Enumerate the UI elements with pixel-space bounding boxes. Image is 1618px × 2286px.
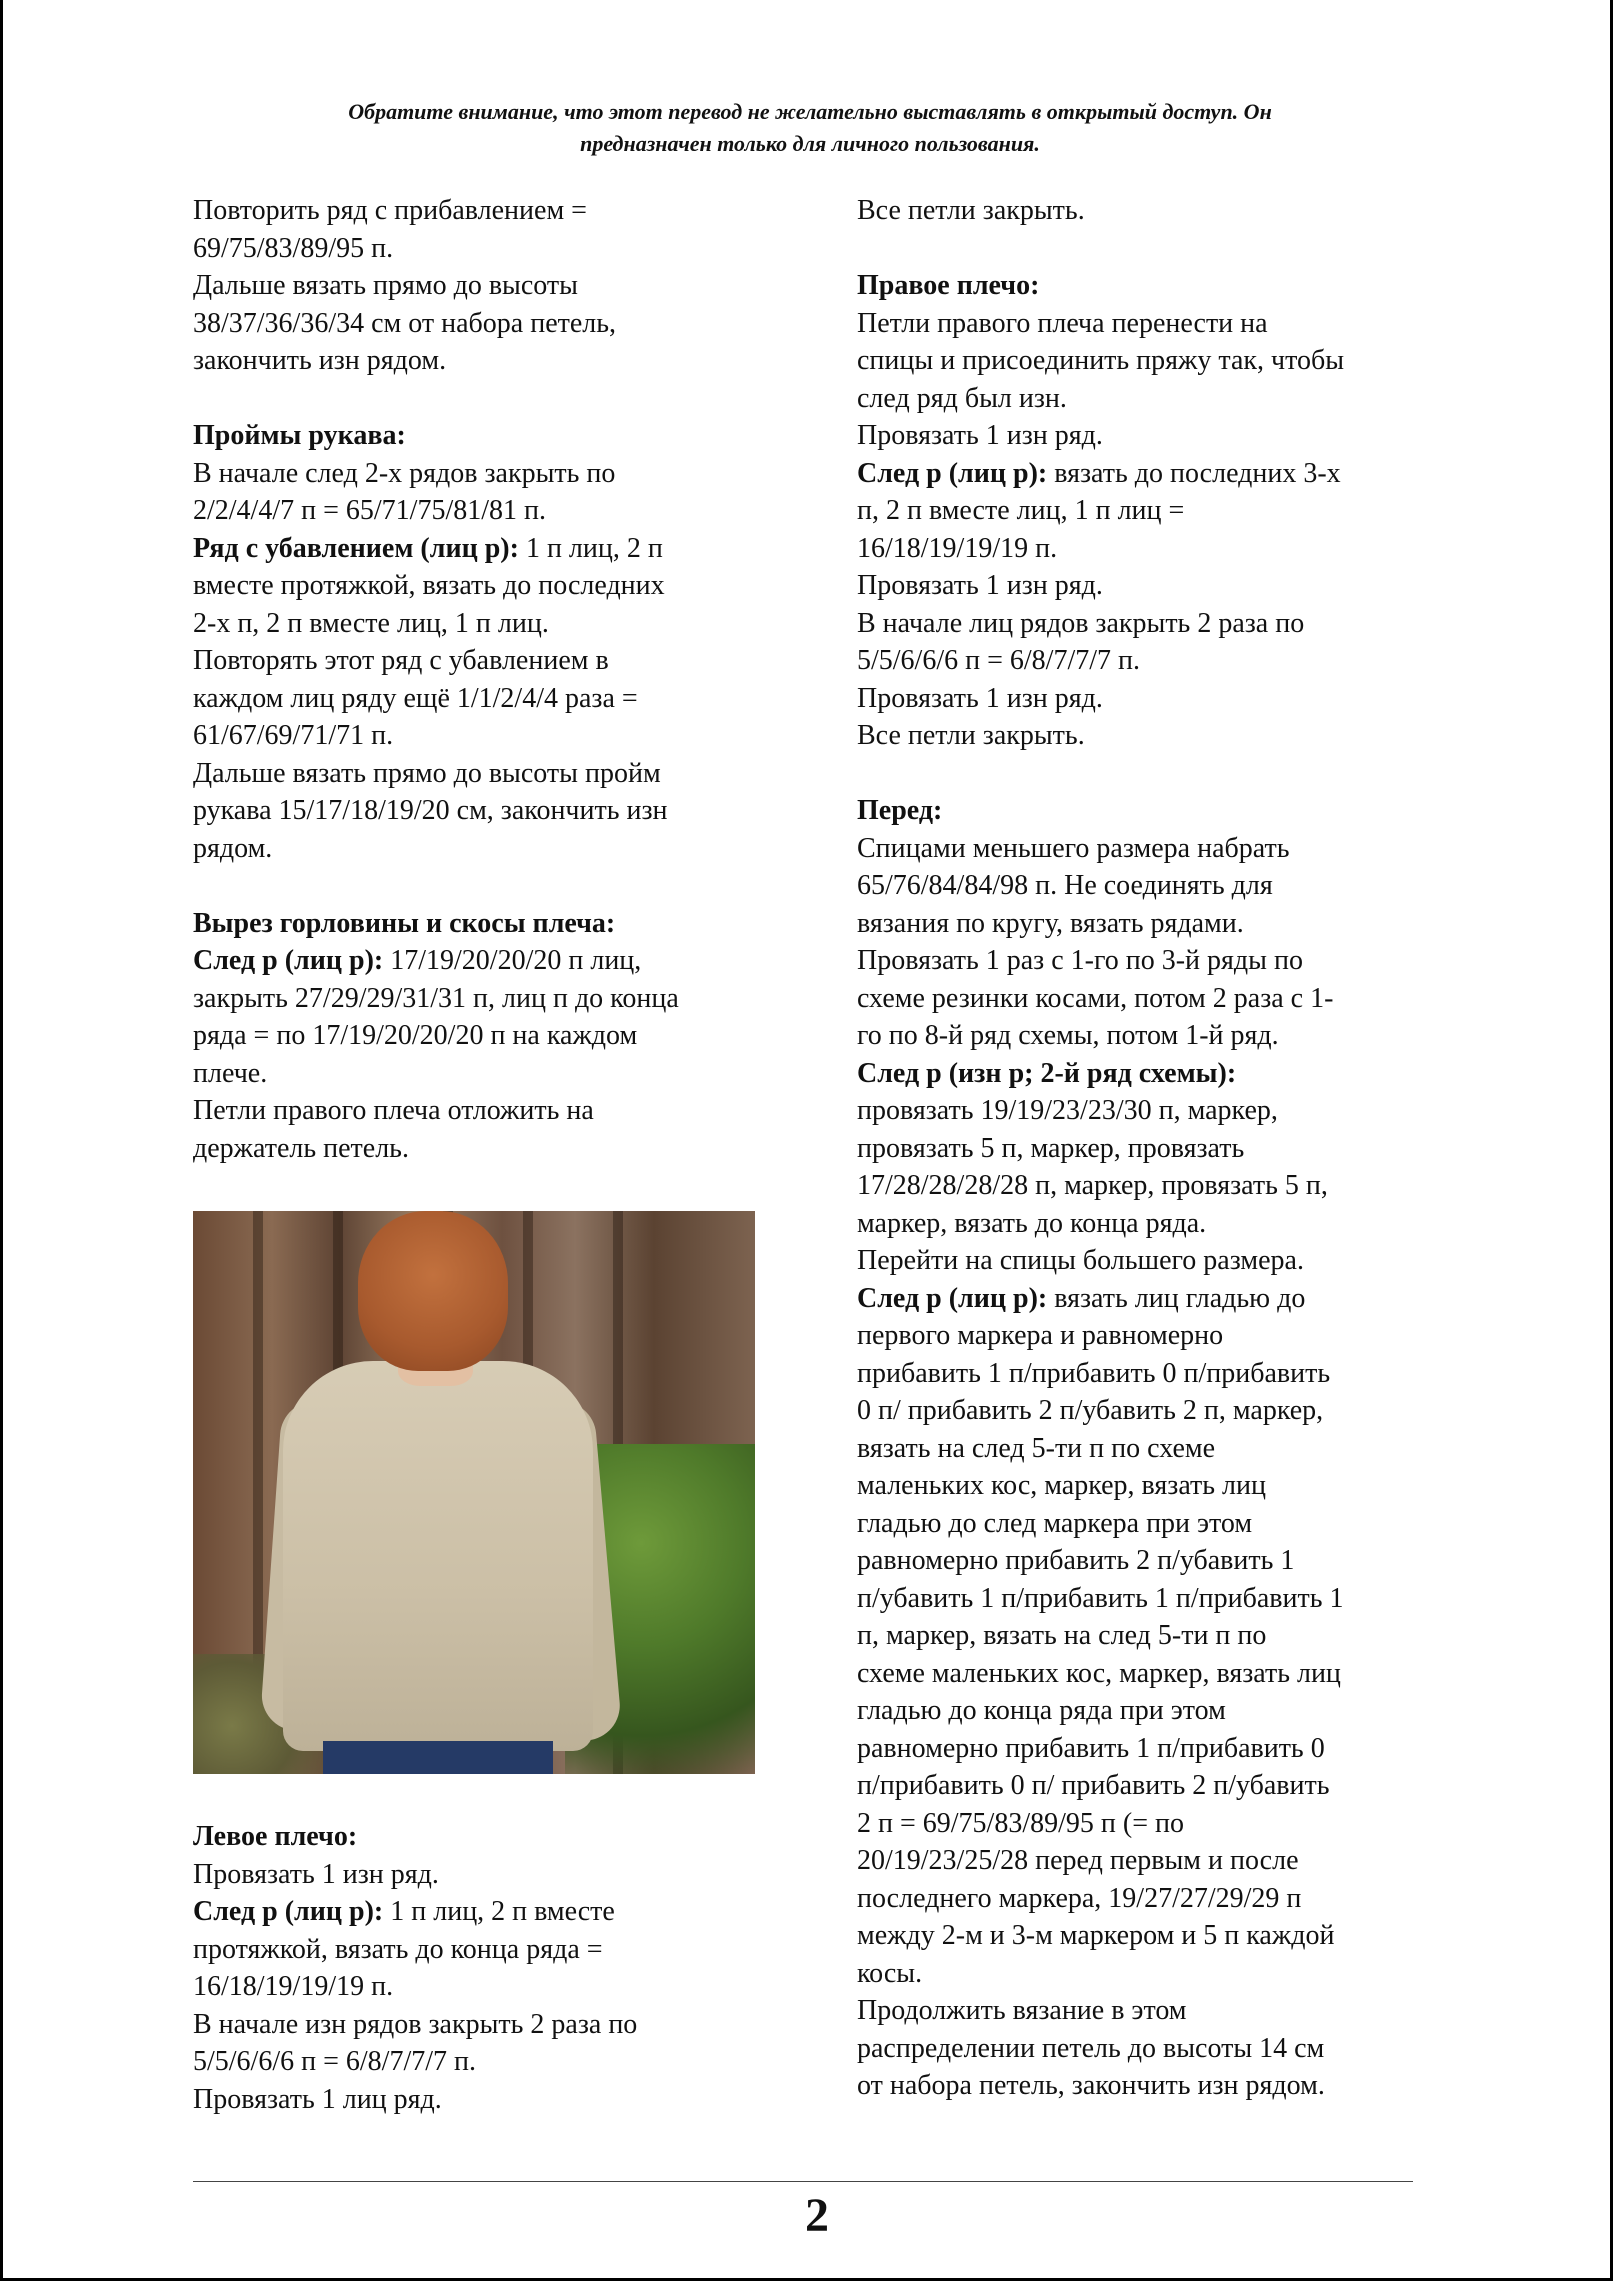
text-line: п/убавить 1 п/прибавить 1 п/прибавить 1 [857, 1582, 1344, 1614]
text-line: Перейти на спицы большего размера. [857, 1245, 1304, 1276]
text-line: п, маркер, вязать на след 5-ти п по [857, 1620, 1267, 1651]
text-line: 17/28/28/28/28 п, маркер, провязать 5 п, [857, 1170, 1328, 1201]
text-line: 65/76/84/84/98 п. Не соединять для [857, 870, 1273, 901]
text-line: схеме маленьких кос, маркер, вязать лиц [857, 1657, 1341, 1689]
text-line: от набора петель, закончить изн рядом. [857, 2070, 1325, 2101]
text-line: Провязать 1 изн ряд. [193, 1858, 439, 1890]
text-line: Все петли закрыть. [857, 195, 1085, 226]
text-line: схеме резинки косами, потом 2 раза с 1- [857, 982, 1334, 1014]
page-number: 2 [805, 2189, 829, 2242]
intro-block [193, 192, 783, 380]
text-line: вместе протяжкой, вязать до последних [193, 570, 665, 601]
text-line: провязать 5 п, маркер, провязать [857, 1132, 1245, 1164]
text-line: ряда = по 17/19/20/20/20 п на каждом [193, 1020, 638, 1051]
section-heading: Вырез горловины и скосы плеча: [193, 907, 616, 939]
text-line [193, 1893, 783, 1931]
row-label: След р (лиц р): [857, 457, 1048, 489]
text-span: 17/19/20/20/20 п лиц, [383, 945, 642, 976]
text-line: каждом лиц ряду ещё 1/1/2/4/4 раза = [193, 682, 638, 714]
neckline-section [193, 905, 783, 1168]
text-line: гладью до конца ряда при этом [857, 1695, 1226, 1726]
text-line: Спицами меньшего размера набрать [857, 832, 1290, 864]
text-line: первого маркера и равномерно [857, 1320, 1224, 1351]
text-line: распределении петель до высоты 14 см [857, 2032, 1325, 2064]
left-shoulder-section [193, 1818, 783, 2118]
text-line [857, 1280, 1437, 1318]
text-line: вязать на след 5-ти п по схеме [857, 1432, 1216, 1464]
text-span: 1 п лиц, 2 п [518, 532, 663, 564]
text-line: В начале след 2-х рядов закрыть по [193, 457, 616, 489]
text-line: В начале лиц рядов закрыть 2 раза по [857, 607, 1305, 639]
text-line: равномерно прибавить 1 п/прибавить 0 [857, 1732, 1325, 1764]
row-label: След р (лиц р): [193, 945, 384, 976]
text-line: рядом. [193, 832, 273, 864]
text-span: вязать до последних 3-х [1047, 457, 1341, 489]
text-line: между 2-м и 3-м маркером и 5 п каждой [857, 1920, 1335, 1951]
right-shoulder-section [857, 267, 1437, 755]
text-line: Петли правого плеча отложить на [193, 1095, 594, 1126]
text-line: Все петли закрыть. [857, 720, 1085, 751]
text-line: Провязать 1 лиц ряд. [193, 2083, 442, 2115]
text-line: 2-х п, 2 п вместе лиц, 1 п лиц. [193, 607, 549, 639]
text-line: держатель петель. [193, 1132, 409, 1164]
text-line: Провязать 1 изн ряд. [857, 682, 1103, 714]
row-label: След р (лиц р): [193, 1896, 384, 1927]
text-line: косы. [857, 1957, 923, 1989]
footer-divider [193, 2181, 1413, 2182]
text-line: 16/18/19/19/19 п. [193, 1971, 394, 2002]
text-line: Провязать 1 изн ряд. [857, 420, 1103, 451]
text-line: закончить изн рядом. [193, 345, 447, 376]
text-line: го по 8-й ряд схемы, потом 1-й ряд. [857, 1020, 1279, 1051]
row-label: След р (лиц р): [857, 1282, 1048, 1314]
text-line: п, 2 п вместе лиц, 1 п лиц = [857, 495, 1185, 526]
text-line: последнего маркера, 19/27/27/29/29 п [857, 1882, 1302, 1914]
text-line: 16/18/19/19/19 п. [857, 532, 1058, 564]
text-line: вязания по кругу, вязать рядами. [857, 907, 1244, 939]
text-line: 20/19/23/25/28 перед первым и после [857, 1845, 1299, 1876]
text-line: 5/5/6/6/6 п = 6/8/7/7/7 п. [857, 645, 1140, 676]
text-line: Провязать 1 раз с 1-го по 3-й ряды по [857, 945, 1303, 976]
text-line: закрыть 27/29/29/31/31 п, лиц п до конца [193, 982, 679, 1014]
section-heading: Проймы рукава: [193, 420, 406, 451]
text-line: след ряд был изн. [857, 382, 1067, 414]
armholes-section [193, 417, 783, 867]
text-line: 2 п = 69/75/83/89/95 п (= по [857, 1807, 1184, 1839]
text-line: Повторять этот ряд с убавлением в [193, 645, 609, 676]
text-line: 61/67/69/71/71 п. [193, 720, 394, 751]
text-line: маленьких кос, маркер, вязать лиц [857, 1470, 1266, 1501]
text-line: 5/5/6/6/6 п = 6/8/7/7/7 п. [193, 2046, 476, 2077]
text-line: п/прибавить 0 п/ прибавить 2 п/убавить [857, 1770, 1330, 1801]
text-line: Провязать 1 изн ряд. [857, 570, 1103, 601]
text-line: спицы и присоединить пряжу так, чтобы [857, 345, 1345, 376]
text-line: В начале изн рядов закрыть 2 раза по [193, 2008, 638, 2040]
text-line: маркер, вязать до конца ряда. [857, 1207, 1207, 1239]
text-line: 0 п/ прибавить 2 п/убавить 2 п, маркер, [857, 1395, 1324, 1426]
section-heading: Левое плечо: [193, 1821, 358, 1852]
row-label: Ряд с убавлением (лиц р): [193, 532, 519, 564]
text-line: рукава 15/17/18/19/20 см, закончить изн [193, 795, 668, 826]
section-heading: Правое плечо: [857, 270, 1040, 301]
text-line: 2/2/4/4/7 п = 65/71/75/81/81 п. [193, 495, 546, 526]
text-line: плече. [193, 1057, 268, 1089]
privacy-notice [200, 96, 1420, 160]
text-line: прибавить 1 п/прибавить 0 п/прибавить [857, 1357, 1331, 1389]
text-line: Дальше вязать прямо до высоты пройм [193, 757, 661, 789]
text-line: Дальше вязать прямо до высоты [193, 270, 578, 301]
notice-line-1: Обратите внимание, что этот перевод не желательно выставлять в открытый доступ. Он [348, 99, 1272, 124]
front-section [857, 792, 1437, 2105]
text-line [857, 455, 1437, 493]
notice-line-2: предназначен только для личного пользования. [580, 131, 1040, 156]
text-line: 69/75/83/89/95 п. [193, 232, 394, 264]
text-span: вязать лиц гладью до [1047, 1282, 1306, 1314]
text-span: 1 п лиц, 2 п вместе [383, 1896, 615, 1927]
text-line: Продолжить вязание в этом [857, 1995, 1187, 2026]
text-line: гладью до след маркера при этом [857, 1507, 1253, 1539]
text-line: равномерно прибавить 2 п/убавить 1 [857, 1545, 1295, 1576]
text-line: провязать 19/19/23/23/30 п, маркер, [857, 1095, 1278, 1126]
right-column [857, 192, 1437, 2105]
sweater-photo [193, 1211, 755, 1774]
text-line [193, 942, 783, 980]
text-line: 38/37/36/36/34 см от набора петель, [193, 307, 617, 339]
row-label: След р (изн р; 2-й ряд схемы): [857, 1057, 1237, 1089]
section-heading: Перед: [857, 795, 943, 826]
text-line [193, 530, 783, 568]
text-line: Петли правого плеча перенести на [857, 307, 1268, 339]
text-line: протяжкой, вязать до конца ряда = [193, 1933, 603, 1965]
left-column [193, 192, 783, 2118]
text-line: Повторить ряд с прибавлением = [193, 195, 587, 226]
